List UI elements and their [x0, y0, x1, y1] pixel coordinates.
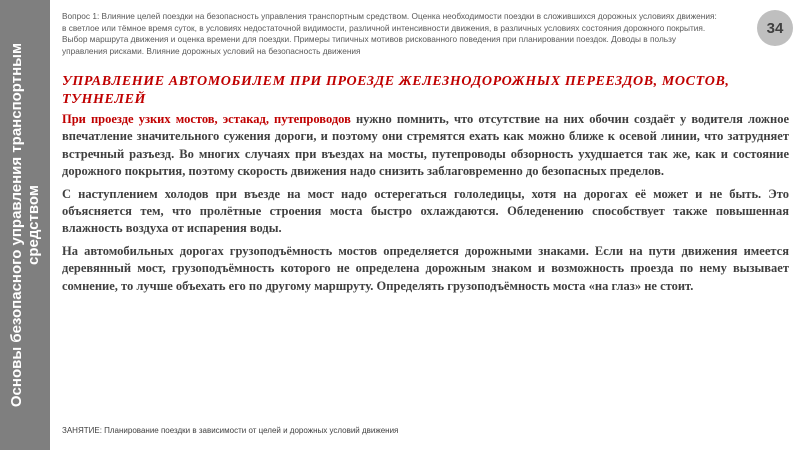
lesson-footer: ЗАНЯТИЕ: Планирование поездки в зависимости от целей и дорожных условий движения: [62, 426, 399, 435]
paragraph-text: нужно помнить, что отсутствие на них обочин создаёт у водителя ложное впечатление значительного сужения дороги, и поэтому они стремятся ехать как можно ближе к осевой линии, что затрудняет встречный разъезд. Во многих случаях при въездах на мосты, путепроводы обзорность ухудшается так же, как и состояние дорожного покрытия, поэтому скорость движения надо снизить заблаговременно до безопасных пределов.: [62, 112, 789, 179]
body-text: [62, 111, 789, 300]
slide: [50, 0, 800, 450]
paragraph-highlight: При проезде узких мостов, эстакад, путепроводов: [62, 112, 351, 126]
paragraph-bridges: [62, 111, 789, 181]
question-header: Вопрос 1: Влияние целей поездки на безопасность управления транспортным средством. Оценка необходимости поездки в сложившихся дорожных условиях движения: в светлое или тёмное время суток, в условиях недостаточной видимости, различной интенсивности движения, в различных условиях состояния дорожного покрытия. Выбор маршрута движения и оценка времени для поездки. Примеры типичных мотивов рискованного поведения при планировании поездок. Доводы в пользу управления рисками. Влияние дорожных условий на безопасность движения: [62, 11, 717, 56]
paragraph-load-capacity: На автомобильных дорогах грузоподъёмность мостов определяется дорожными знаками. Если на пути движения имеется деревянный мост, грузоподъёмность которого не определена дорожным знаком и возможность проезда по нему вызывает сомнение, то лучше объехать его по другому маршруту. Определять грузоподъёмность моста «на глаз» не стоит.: [62, 243, 789, 293]
slide-number-badge: 34: [757, 10, 793, 46]
sidebar-title: Основы безопасного управления транспортным средством: [8, 42, 42, 408]
sidebar: [0, 0, 50, 450]
section-heading: УПРАВЛЕНИЕ АВТОМОБИЛЕМ ПРИ ПРОЕЗДЕ ЖЕЛЕЗНОДОРОЖНЫХ ПЕРЕЕЗДОВ, МОСТОВ, ТУННЕЛЕЙ: [62, 74, 730, 107]
paragraph-ice: С наступлением холодов при въезде на мост надо остерегаться гололедицы, хотя на дорогах её может и не быть. Это объясняется тем, что пролётные строения моста быстро охлаждаются. Обледенению способствует также повышенная влажность воздуха от испарения воды.: [62, 186, 789, 236]
